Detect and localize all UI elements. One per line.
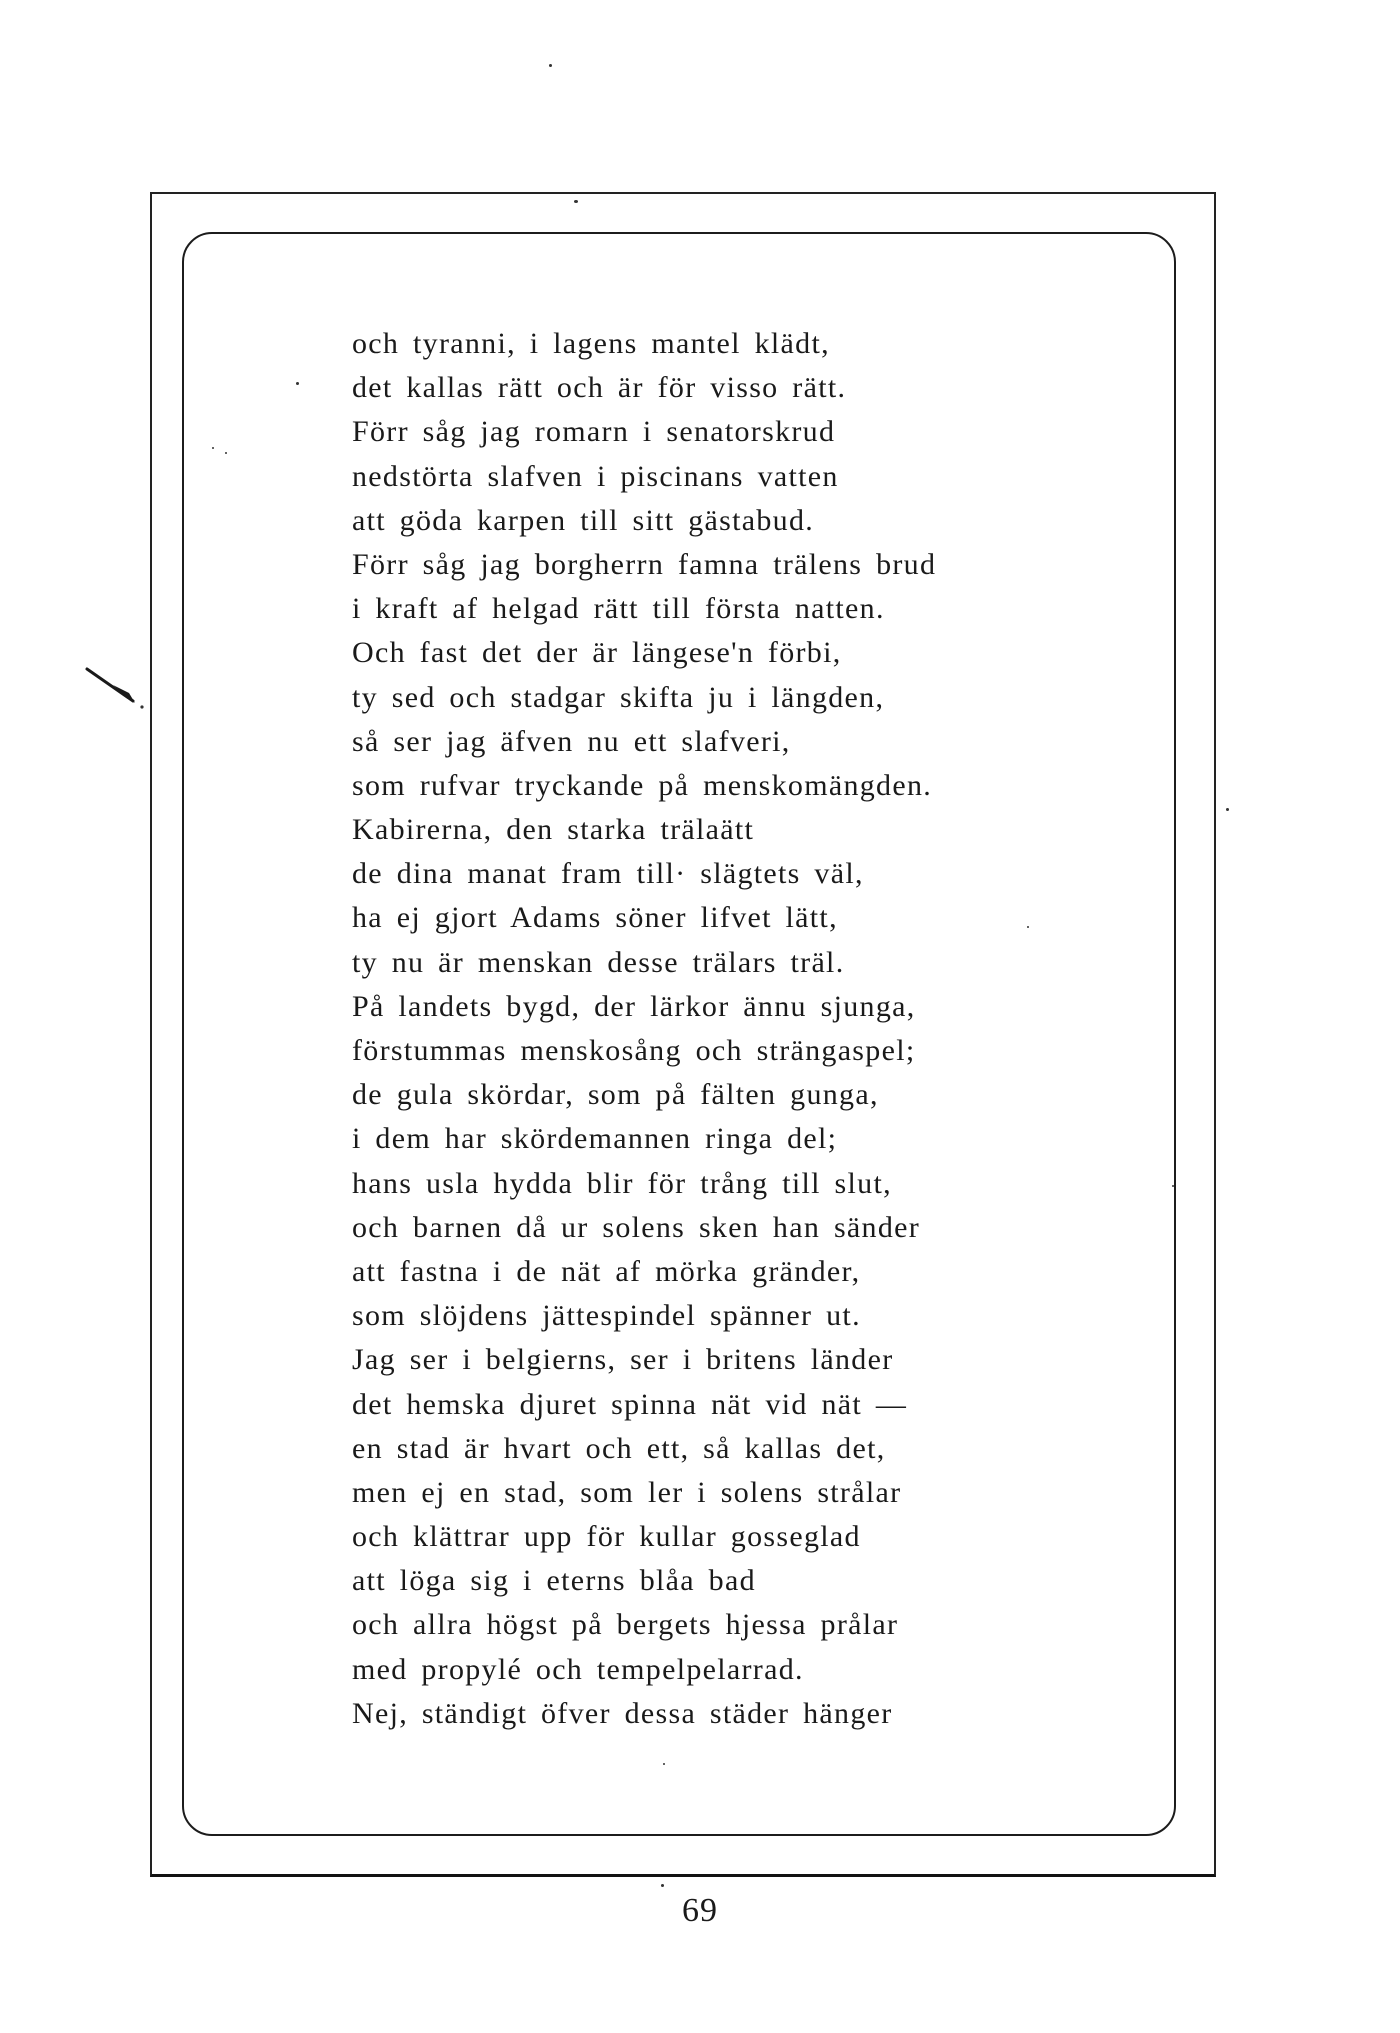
poem-line: det hemska djuret spinna nät vid nät —: [352, 1387, 908, 1421]
poem-line: men ej en stad, som ler i solens strålar: [352, 1475, 902, 1509]
poem-line: Förr såg jag romarn i senatorskrud: [352, 415, 836, 449]
poem-line: i dem har skördemannen ringa del;: [352, 1122, 838, 1156]
speck-frame-top: [574, 200, 578, 203]
margin-stroke-mark: [85, 665, 147, 711]
poem-line: ty sed och stadgar skifta ju i längden,: [352, 680, 885, 714]
poem-line: i kraft af helgad rätt till första natten.: [352, 592, 885, 626]
poem-line: och barnen då ur solens sken han sänder: [352, 1210, 921, 1244]
poem-line: På landets bygd, der lärkor ännu sjunga,: [352, 989, 916, 1023]
poem-line: som rufvar tryckande på menskomängden.: [352, 768, 933, 802]
speck-bottom-2: [661, 1884, 664, 1887]
speck-top: [549, 64, 552, 67]
poem-line: och allra högst på bergets hjessa prålar: [352, 1608, 899, 1642]
poem-line: förstummas menskosång och strängaspel;: [352, 1034, 916, 1067]
speck-right-1: [1226, 808, 1229, 811]
page-number: 69: [682, 1892, 718, 1929]
poem-line: Nej, ständigt öfver dessa städer hänger: [352, 1696, 893, 1730]
poem-line: en stad är hvart och ett, så kallas det,: [352, 1431, 886, 1465]
poem-line: med propylé och tempelpelarrad.: [352, 1652, 804, 1686]
poem-line: så ser jag äfven nu ett slafveri,: [352, 724, 791, 758]
poem-line: Kabirerna, den starka trälaätt: [352, 813, 755, 847]
speck-left-2: [212, 447, 214, 449]
poem-line: att fastna i de nät af mörka gränder,: [352, 1254, 861, 1288]
poem-line: de gula skördar, som på fälten gunga,: [352, 1078, 879, 1112]
poem-line: och klättrar upp för kullar gosseglad: [352, 1520, 861, 1554]
poem-line: och tyranni, i lagens mantel klädt,: [352, 327, 830, 360]
speck-left-3: [225, 452, 227, 454]
poem-line: att löga sig i eterns blåa bad: [352, 1564, 756, 1598]
poem-line: Förr såg jag borgherrn famna trälens brud: [352, 547, 937, 581]
poem-line: Och fast det der är längese'n förbi,: [352, 636, 842, 670]
poem-line: som slöjdens jättespindel spänner ut.: [352, 1299, 861, 1333]
poem-line: de dina manat fram till· slägtets väl,: [352, 857, 864, 891]
poem-line: att göda karpen till sitt gästabud.: [352, 503, 815, 537]
speck-bottom-1: [663, 1763, 665, 1765]
poem-line: ha ej gjort Adams söner lifvet lätt,: [352, 901, 838, 935]
poem-line: hans usla hydda blir för trång till slut,: [352, 1166, 892, 1200]
speck-left-1: [296, 382, 299, 385]
poem-line: Jag ser i belgierns, ser i britens länder: [352, 1343, 894, 1377]
speck-right-3: [1172, 1185, 1174, 1187]
poem-line: ty nu är menskan desse trälars träl.: [352, 945, 845, 979]
poem-text: [352, 322, 1072, 1736]
poem-line: nedstörta slafven i piscinans vatten: [352, 459, 839, 493]
poem-line: det kallas rätt och är för visso rätt.: [352, 371, 847, 405]
